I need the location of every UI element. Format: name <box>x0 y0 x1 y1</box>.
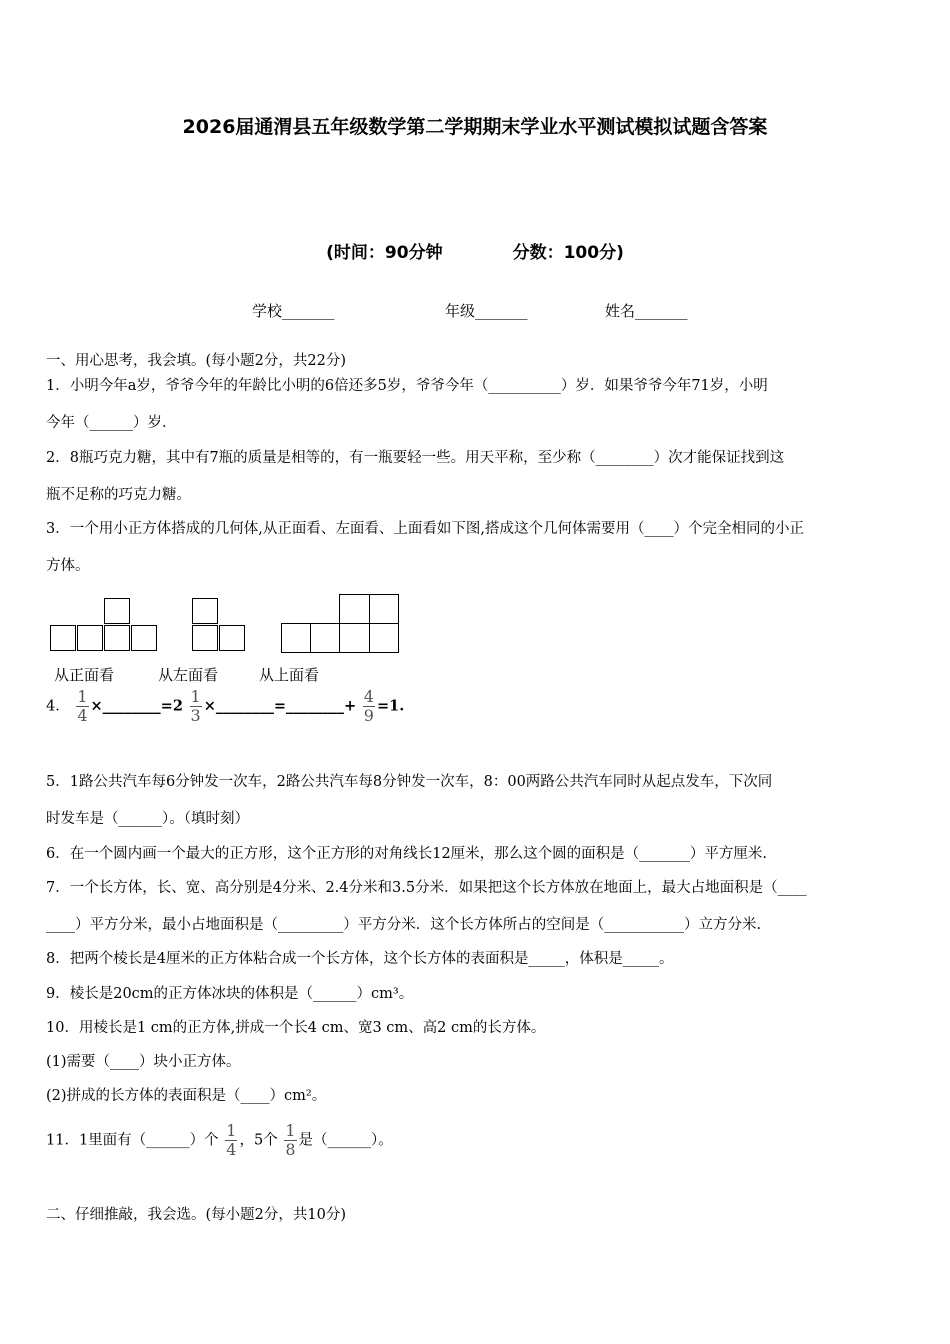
q3-line2: 方体。 <box>46 558 90 574</box>
school-field: 学校_______ <box>252 302 335 320</box>
q4-number: 4． <box>46 698 70 715</box>
top-view-cell <box>339 594 370 624</box>
exam-score: 分数：100分) <box>512 243 624 263</box>
left-view-cell <box>192 598 218 624</box>
q5-line1: 5．1路公共汽车每6分钟发一次车，2路公共汽车每8分钟发一次车，8：00两路公共汽车同时从起点发车，下次同 <box>46 774 773 790</box>
left-view-cell <box>192 625 218 651</box>
q4-fraction-1 <box>76 688 88 725</box>
q11-part3: 是（______）。 <box>298 1132 393 1149</box>
exam-time: (时间：90分钟 <box>326 243 443 263</box>
q6-line: 6．在一个圆内画一个最大的正方形，这个正方形的对角线长12厘米，那么这个圆的面积是（_______）平方厘米. <box>46 846 768 862</box>
left-view-label: 从左面看 <box>158 666 219 684</box>
top-view-cell <box>369 594 399 624</box>
q10-part1: (1)需要（____）块小正方体。 <box>46 1054 241 1070</box>
q11-line <box>46 1122 393 1159</box>
front-view-cell <box>50 625 76 651</box>
section1-heading: 一、用心思考，我会填。(每小题2分，共22分) <box>46 353 346 369</box>
q11-fraction-1 <box>225 1122 237 1159</box>
q4-f2-denominator: 3 <box>190 706 201 725</box>
q11-f2-denominator: 8 <box>285 1140 296 1159</box>
q11-f1-numerator: 1 <box>226 1121 237 1140</box>
q5-line2: 时发车是（______）。（填时刻） <box>46 811 249 827</box>
q11-f1-denominator: 4 <box>226 1140 237 1159</box>
top-view-cell <box>281 623 311 653</box>
top-view-cell <box>369 623 399 653</box>
grade-field: 年级_______ <box>445 302 528 320</box>
top-view-cell <box>339 623 370 653</box>
top-view-label: 从上面看 <box>259 666 320 684</box>
q2-line2: 瓶不足称的巧克力糖。 <box>46 487 191 503</box>
q4-fraction-2 <box>190 688 202 725</box>
q1-line2: 今年（______）岁． <box>46 415 177 431</box>
q11-fraction-2 <box>284 1122 296 1159</box>
q4-f1-numerator: 1 <box>77 687 88 706</box>
q10-line: 10．用棱长是1 cm的正方体,拼成一个长4 cm、宽3 cm、高2 cm的长方体。 <box>46 1020 546 1036</box>
q8-line: 8．把两个棱长是4厘米的正方体粘合成一个长方体，这个长方体的表面积是_____，体积是_____。 <box>46 951 674 967</box>
q4-f1-denominator: 4 <box>77 706 88 725</box>
q11-number: 11． <box>46 1132 79 1149</box>
q4-f3-numerator: 4 <box>363 687 374 706</box>
q10-part2: (2)拼成的长方体的表面积是（____）cm²。 <box>46 1088 327 1104</box>
name-field: 姓名_______ <box>605 302 688 320</box>
front-view-cell <box>77 625 103 651</box>
left-view-cell <box>219 625 245 651</box>
front-view-cell <box>131 625 157 651</box>
q4-f3-denominator: 9 <box>363 706 374 725</box>
q11-part2: ，5个 <box>239 1132 278 1149</box>
q7-line2: ____）平方分米，最小占地面积是（_________）平方分米．这个长方体所占的空间是（___________）立方分米. <box>46 917 762 933</box>
q3-line1: 3．一个用小正方体搭成的几何体,从正面看、左面看、上面看如下图,搭成这个几何体需要用（____）个完全相同的小正 <box>46 521 804 537</box>
page-title: 2026届通渭县五年级数学第二学期期末学业水平测试模拟试题含答案 <box>182 116 768 138</box>
exam-info <box>0 238 950 263</box>
section2-heading: 二、仔细推敲，我会选。(每小题2分，共10分) <box>46 1207 346 1223</box>
q11-part1: 1里面有（______）个 <box>78 1132 219 1149</box>
q4-part3: =1. <box>376 697 405 715</box>
top-view-cell <box>310 623 340 653</box>
q4-line <box>46 688 404 725</box>
q4-fraction-3 <box>363 688 375 725</box>
front-view-cell <box>104 625 130 651</box>
front-view-label: 从正面看 <box>54 666 115 684</box>
q4-f2-numerator: 1 <box>190 687 201 706</box>
q7-line1: 7．一个长方体，长、宽、高分别是4分米、2.4分米和3.5分米．如果把这个长方体放在地面上，最大占地面积是（____ <box>46 880 807 896</box>
q9-line: 9．棱长是20cm的正方体冰块的体积是（______）cm³。 <box>46 986 414 1002</box>
front-view-cell <box>104 598 130 624</box>
q4-part2: ×________=________+ <box>203 697 357 715</box>
q11-f2-numerator: 1 <box>285 1121 296 1140</box>
q1-line1: 1．小明今年a岁，爷爷今年的年龄比小明的6倍还多5岁，爷爷今年（__________）岁．如果爷爷今年71岁，小明 <box>46 378 768 394</box>
q2-line1: 2．8瓶巧克力糖，其中有7瓶的质量是相等的，有一瓶要轻一些。用天平称，至少称（________）次才能保证找到这 <box>46 450 785 466</box>
q4-part1: ×________=2 <box>90 697 183 715</box>
